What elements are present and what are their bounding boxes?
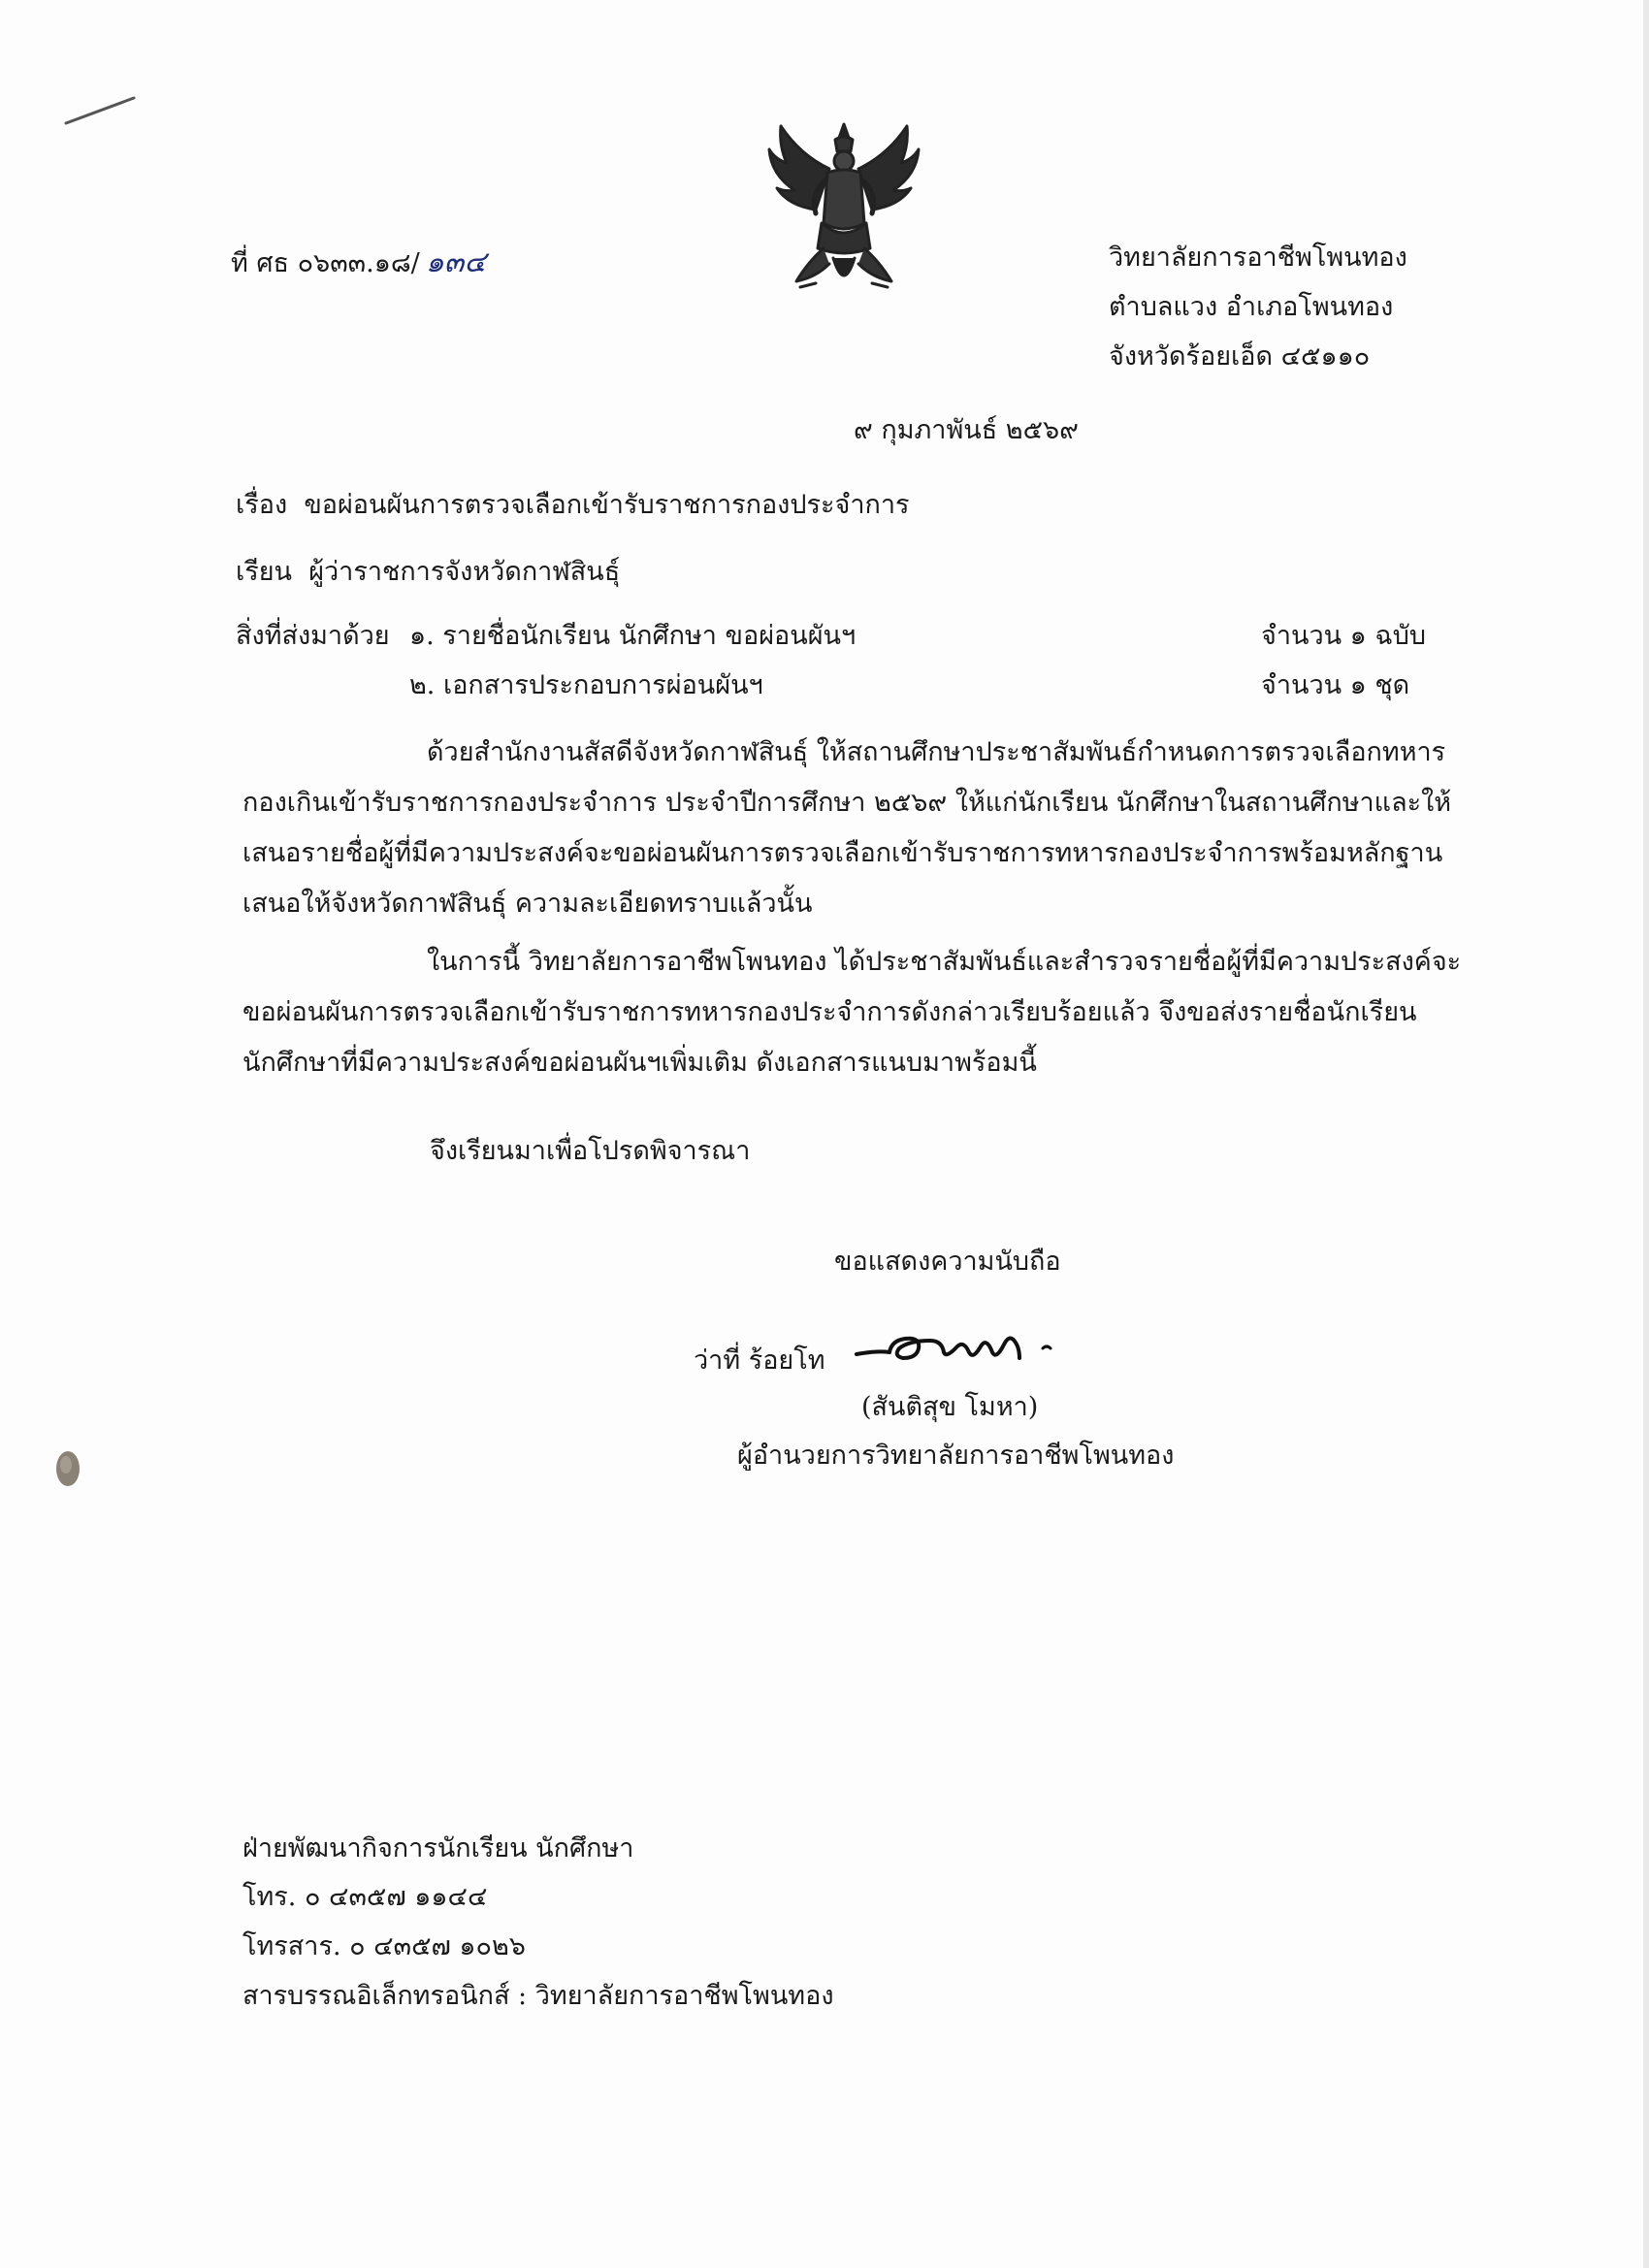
- subject-text: ขอผ่อนผันการตรวจเลือกเข้ารับราชการกองประจำการ: [304, 490, 910, 520]
- recipient-text: ผู้ว่าราชการจังหวัดกาฬสินธุ์: [308, 557, 621, 587]
- enclosure-item-1: ๑. รายชื่อนักเรียน นักศึกษา ขอผ่อนผันฯ: [409, 621, 857, 651]
- enclosure-quantity-1: จำนวน ๑ ฉบับ: [1261, 621, 1427, 651]
- scan-mark: [58, 92, 146, 131]
- letter-date: ๙ กุมภาพันธ์ ๒๕๖๙: [854, 415, 1079, 445]
- signer-rank: ว่าที่ ร้อยโท: [694, 1345, 825, 1376]
- sender-address-line3: จังหวัดร้อยเอ็ด ๔๕๑๑๐: [1109, 341, 1371, 372]
- signer-name: (สันติสุข โมหา): [861, 1392, 1039, 1422]
- body-paragraph-2-text: ในการนี้ วิทยาลัยการอาชีพโพนทอง ได้ประชาสัมพันธ์และสำรวจรายชื่อผู้ที่มีความประสงค์จะขอผ่อนผันการตรวจเลือกเข้ารับราชการทหารกองประจำการดังกล่าวเรียบร้อยแล้ว จึงขอส่งรายชื่อนักเรียนนักศึกษาที่มีความประสงค์ขอผ่อนผันฯเพิ่มเติม ดังเอกสารแนบมาพร้อมนี้: [242, 947, 1462, 1078]
- salutation: ขอแสดงความนับถือ: [834, 1247, 1061, 1277]
- ref-number-handwritten: ๑๓๔: [425, 245, 487, 279]
- scan-speck: [50, 1445, 89, 1494]
- footer-department: ฝ่ายพัฒนากิจการนักเรียน นักศึกษา: [242, 1833, 634, 1863]
- enclosures-label: สิ่งที่ส่งมาด้วย: [236, 621, 390, 651]
- sender-address-line1: วิทยาลัยการอาชีพโพนทอง: [1109, 243, 1407, 273]
- sender-address-line2: ตำบลแวง อำเภอโพนทอง: [1109, 292, 1394, 322]
- ref-number: [231, 245, 486, 280]
- closing-request: จึงเรียนมาเพื่อโปรดพิจารณา: [430, 1136, 751, 1166]
- footer-email: สารบรรณอิเล็กทรอนิกส์ : วิทยาลัยการอาชีพโพนทอง: [242, 1981, 834, 2011]
- body-paragraph-1-text: ด้วยสำนักงานสัสดีจังหวัดกาฬสินธุ์ ให้สถานศึกษาประชาสัมพันธ์กำหนดการตรวจเลือกทหารกองเกินเข้ารับราชการกองประจำการ ประจำปีการศึกษา ๒๕๖๙ ให้แก่นักเรียน นักศึกษาในสถานศึกษาและให้เสนอรายชื่อผู้ที่มีความประสงค์จะขอผ่อนผันการตรวจเลือกเข้ารับราชการทหารกองประจำการพร้อมหลักฐานเสนอให้จังหวัดกาฬสินธุ์ ความละเอียดทราบแล้วนั้น: [242, 737, 1452, 919]
- ref-number-prefix: ที่ ศธ ๐๖๓๓.๑๘/: [231, 248, 420, 278]
- subject-line: [236, 490, 910, 521]
- recipient-line: [236, 557, 620, 588]
- footer-fax: โทรสาร. ๐ ๔๓๕๗ ๑๐๒๖: [242, 1931, 526, 1961]
- enclosure-quantity-2: จำนวน ๑ ชุด: [1261, 670, 1410, 700]
- body-paragraph-1: [242, 728, 1465, 929]
- enclosure-item-2: ๒. เอกสารประกอบการผ่อนผันฯ: [409, 670, 763, 700]
- scan-edge: [1643, 0, 1649, 2268]
- footer-phone: โทร. ๐ ๔๓๕๗ ๑๑๔๔: [242, 1882, 488, 1912]
- signer-position: ผู้อำนวยการวิทยาลัยการอาชีพโพนทอง: [737, 1441, 1175, 1471]
- body-paragraph-2: [242, 937, 1465, 1088]
- garuda-emblem-icon: [761, 116, 926, 301]
- handwritten-signature: [849, 1319, 1120, 1377]
- recipient-label: เรียน: [236, 557, 293, 587]
- subject-label: เรื่อง: [236, 490, 288, 520]
